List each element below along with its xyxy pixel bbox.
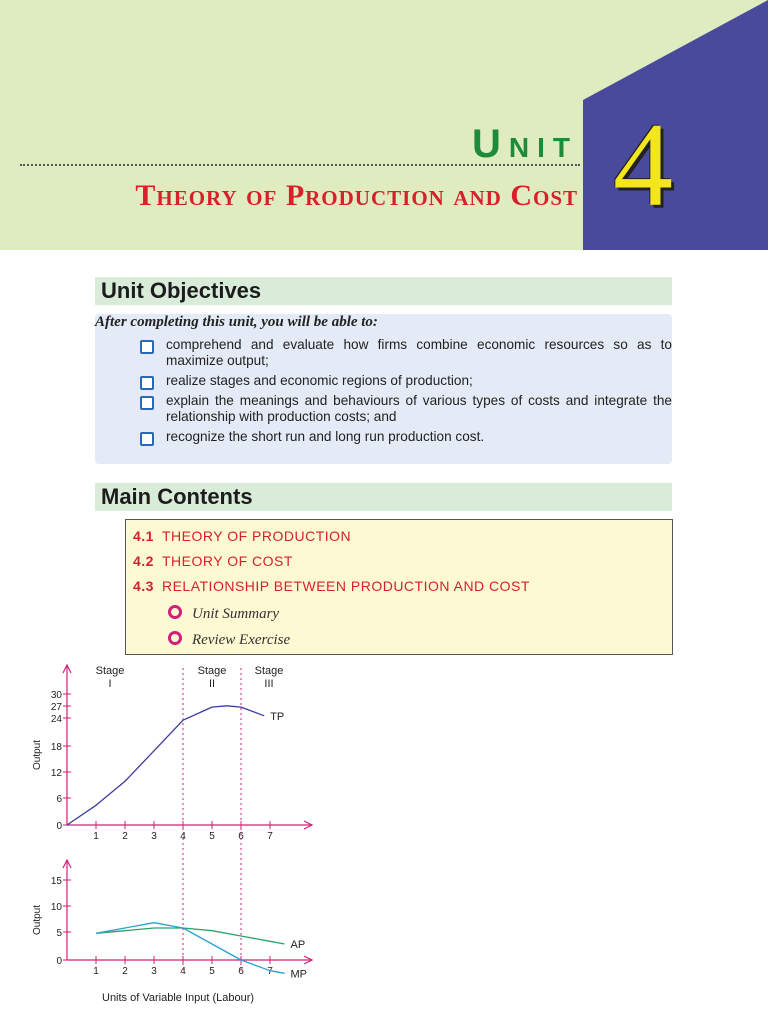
production-charts — [0, 650, 330, 1024]
y-tick-label: 10 — [50, 902, 62, 913]
y-tick-label: 5 — [56, 928, 62, 939]
contents-item[interactable]: 4.1 THEORY OF PRODUCTION — [133, 528, 352, 544]
objective-item: recognize the short run and long run production cost. — [138, 429, 672, 445]
y-axis-label: Output — [32, 739, 43, 771]
unit-label: Unit — [472, 122, 578, 166]
y-tick-label: 12 — [50, 768, 62, 779]
y-tick-label: 0 — [56, 956, 62, 967]
x-tick-label: 4 — [180, 966, 186, 977]
unit-title: Theory of Production and Cost — [135, 179, 578, 212]
x-tick-label: 7 — [267, 966, 273, 977]
x-tick-label: 6 — [238, 966, 244, 977]
series-label: TP — [270, 710, 285, 723]
objective-item: comprehend and evaluate how firms combine economic resources so as to maximize output; — [138, 337, 672, 369]
checkbox-bullet-icon — [140, 432, 154, 446]
contents-item[interactable]: 4.2 THEORY OF COST — [133, 553, 293, 569]
stage-label: Stage — [197, 665, 227, 677]
contents-box — [125, 519, 673, 655]
x-tick-label: 3 — [151, 831, 157, 842]
objective-item: explain the meanings and behaviours of various types of costs and integrate the relationship with production costs; and — [138, 393, 672, 425]
objectives-list — [138, 337, 672, 449]
series-label: AP — [290, 939, 306, 951]
y-tick-label: 30 — [50, 690, 62, 701]
objective-item: realize stages and economic regions of production; — [138, 373, 672, 389]
objectives-heading-bar — [95, 277, 672, 305]
x-tick-label: 5 — [209, 831, 215, 842]
x-tick-label: 4 — [180, 831, 186, 842]
y-tick-label: 0 — [56, 821, 62, 832]
x-tick-label: 2 — [122, 831, 128, 842]
x-tick-label: 2 — [122, 966, 128, 977]
series-tp-line — [67, 706, 264, 825]
checkbox-bullet-icon — [140, 396, 154, 410]
unit-number: 4 — [613, 98, 673, 231]
contents-heading: Main Contents — [101, 484, 253, 509]
objectives-heading: Unit Objectives — [101, 278, 262, 303]
x-tick-label: 6 — [238, 831, 244, 842]
y-tick-label: 18 — [50, 742, 62, 753]
contents-extra-item[interactable]: Unit Summary — [168, 605, 279, 623]
stage-numeral: I — [108, 678, 112, 690]
contents-item[interactable]: 4.3 RELATIONSHIP BETWEEN PRODUCTION AND COST — [133, 578, 530, 594]
x-tick-label: 1 — [93, 831, 99, 842]
checkbox-bullet-icon — [140, 376, 154, 390]
contents-extra-item[interactable]: Review Exercise — [168, 631, 290, 649]
stage-label: Stage — [254, 665, 284, 677]
y-axis-label: Output — [32, 904, 43, 936]
x-tick-label: 5 — [209, 966, 215, 977]
y-tick-label: 6 — [56, 794, 62, 805]
series-label: MP — [290, 968, 307, 981]
stage-label: Stage — [95, 665, 125, 677]
x-tick-label: 1 — [93, 966, 99, 977]
y-tick-label: 27 — [50, 702, 62, 713]
x-tick-label: 3 — [151, 966, 157, 977]
x-tick-label: 7 — [267, 831, 273, 842]
y-tick-label: 15 — [50, 876, 62, 887]
stage-numeral: II — [208, 678, 216, 690]
checkbox-bullet-icon — [140, 340, 154, 354]
ring-bullet-icon — [168, 605, 182, 619]
ring-bullet-icon — [168, 631, 182, 645]
stage-numeral: III — [264, 678, 274, 690]
charts-x-axis-label: Units of Variable Input (Labour) — [102, 992, 255, 1004]
series-ap-line — [96, 928, 285, 944]
y-tick-label: 24 — [50, 714, 62, 725]
contents-heading-bar — [95, 483, 672, 511]
objectives-intro: After completing this unit, you will be able to: — [95, 314, 378, 330]
